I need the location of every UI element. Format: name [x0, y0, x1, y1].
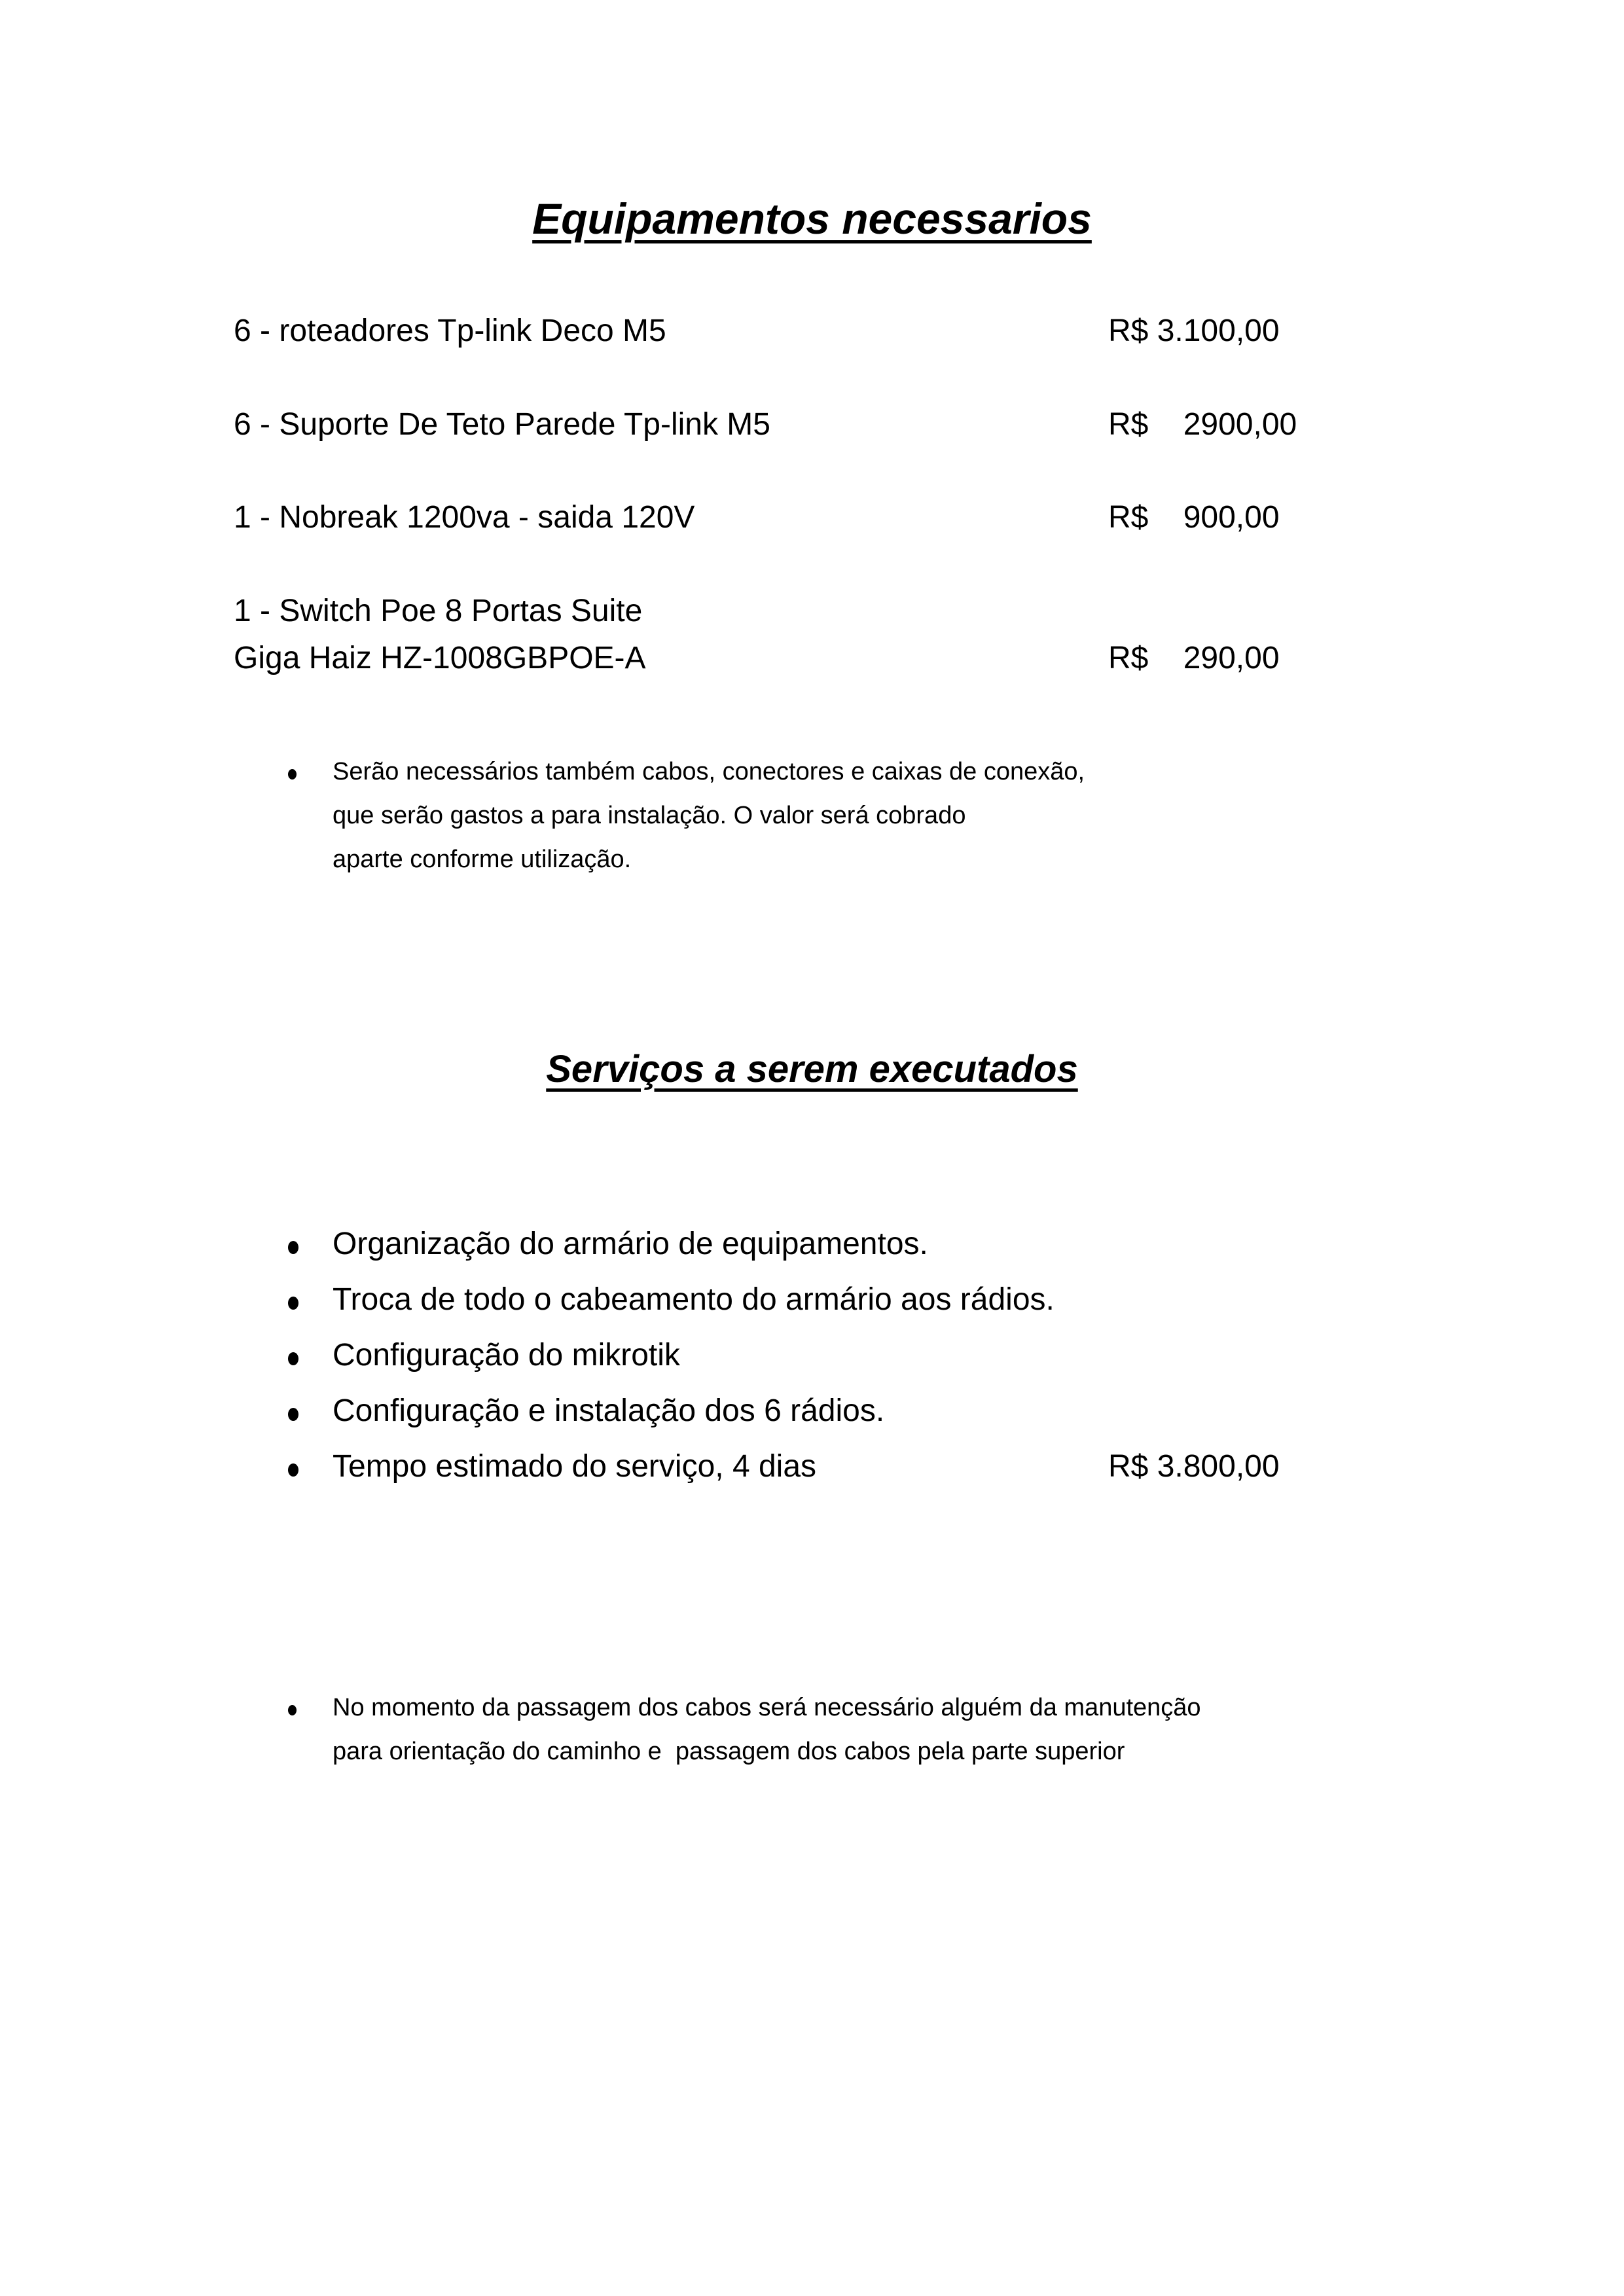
bullet-icon — [288, 1272, 298, 1327]
equipment-price-switch: R$ 290,00 — [1108, 641, 1280, 675]
bullet-icon — [288, 750, 297, 794]
service-price: R$ 3.800,00 — [1108, 1449, 1280, 1484]
service-item-text: Organização do armário de equipamentos. — [333, 1227, 928, 1261]
equipment-item-switch-line1: 1 - Switch Poe 8 Portas Suite — [234, 594, 643, 628]
services-note-line2: para orientação do caminho e passagem dos cabos pela parte superior — [333, 1738, 1125, 1765]
service-item — [288, 1272, 1335, 1327]
bullet-icon — [288, 1439, 298, 1494]
service-item — [288, 1327, 1335, 1383]
services-note-line1: No momento da passagem dos cabos será necessário alguém da manutenção — [333, 1694, 1201, 1721]
service-item — [288, 1383, 1335, 1439]
equipment-note-line2: que serão gastos a para instalação. O valor será cobrado — [333, 802, 966, 829]
service-item-estimate — [288, 1439, 1335, 1494]
service-item-text: Configuração e instalação dos 6 rádios. — [333, 1393, 885, 1428]
service-item-text: Tempo estimado do serviço, 4 dias — [333, 1449, 817, 1484]
equipment-price-mounts: R$ 2900,00 — [1108, 407, 1297, 442]
equipment-item-routers: 6 - roteadores Tp-link Deco M5 — [234, 314, 666, 348]
services-heading: Serviços a serem executados — [546, 1048, 1078, 1090]
equipment-note-line1: Serão necessários também cabos, conectores e caixas de conexão, — [333, 758, 1085, 785]
service-item-text: Configuração do mikrotik — [333, 1338, 680, 1372]
equipment-item-mounts: 6 - Suporte De Teto Parede Tp-link M5 — [234, 407, 770, 442]
service-item — [288, 1216, 1335, 1272]
bullet-icon — [288, 1216, 298, 1272]
bullet-icon — [288, 1686, 297, 1730]
equipment-item-switch-line2: Giga Haiz HZ-1008GBPOE-A — [234, 641, 646, 675]
equipment-price-nobreak: R$ 900,00 — [1108, 500, 1280, 535]
service-item-text: Troca de todo o cabeamento do armário aos rádios. — [333, 1282, 1055, 1317]
equipment-item-nobreak: 1 - Nobreak 1200va - saida 120V — [234, 500, 695, 535]
equipment-heading: Equipamentos necessarios — [532, 194, 1092, 243]
bullet-icon — [288, 1327, 298, 1383]
bullet-icon — [288, 1383, 298, 1439]
equipment-note-line3: aparte conforme utilização. — [333, 846, 632, 873]
equipment-price-routers: R$ 3.100,00 — [1108, 314, 1280, 348]
